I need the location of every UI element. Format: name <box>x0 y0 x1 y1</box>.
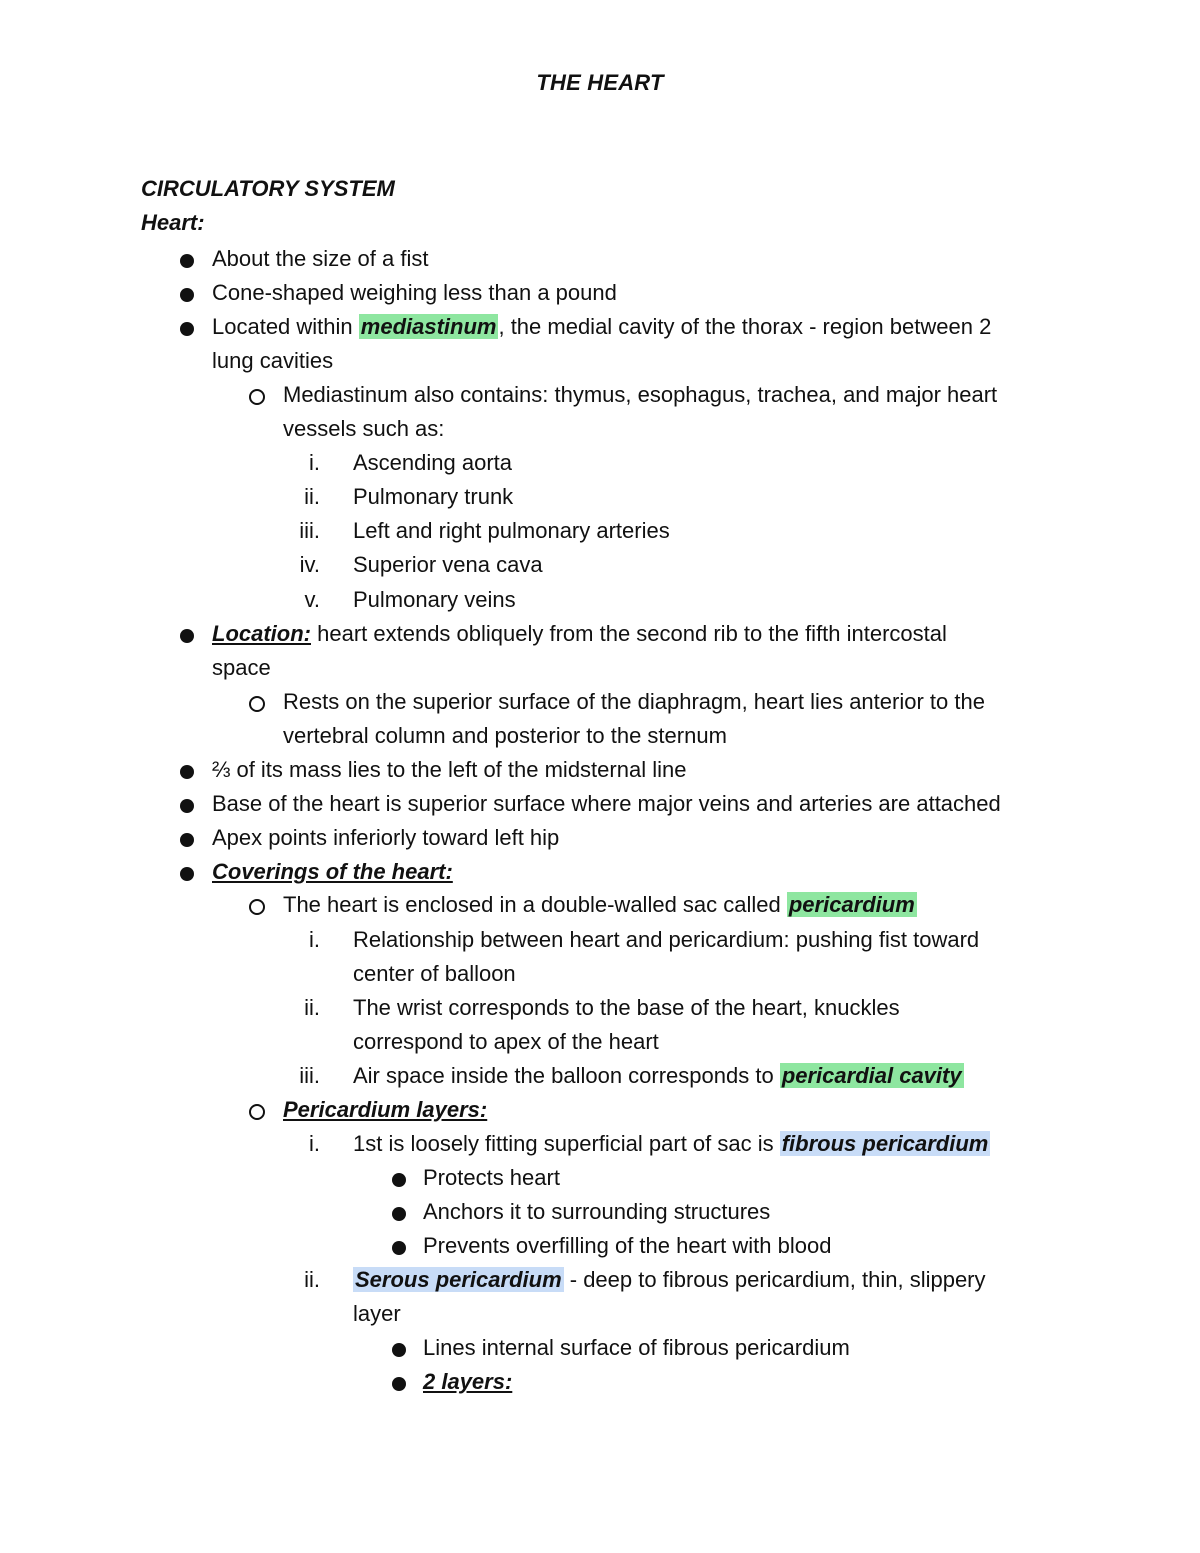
bullet-icon <box>180 867 194 881</box>
list-number: iii. <box>299 1063 320 1088</box>
list-number: i. <box>309 450 320 475</box>
list-item-continuation: center of balloon <box>353 961 516 986</box>
bullet-icon <box>180 254 194 268</box>
list-number: i. <box>309 927 320 952</box>
underlined-term: Pericardium layers: <box>283 1097 488 1122</box>
highlight-term: pericardial cavity <box>781 1063 962 1088</box>
list-item: Pulmonary trunk <box>353 484 514 509</box>
underlined-term: 2 layers: <box>423 1369 513 1394</box>
list-item <box>212 620 947 648</box>
list-number: ii. <box>304 1267 320 1292</box>
circle-bullet-icon <box>249 899 265 915</box>
list-number: iii. <box>299 518 320 543</box>
list-item: Pulmonary veins <box>353 587 516 612</box>
list-item: Apex points inferiorly toward left hip <box>212 825 560 850</box>
list-item <box>283 1096 487 1124</box>
list-item-continuation: lung cavities <box>212 348 334 373</box>
bullet-icon <box>180 765 194 779</box>
list-item <box>212 313 991 341</box>
list-item <box>423 1368 512 1396</box>
list-number: i. <box>309 1131 320 1156</box>
list-item-continuation: space <box>212 655 271 680</box>
list-item: Relationship between heart and pericardium: pushing fist toward <box>353 927 980 952</box>
list-item: The wrist corresponds to the base of the heart, knuckles <box>353 995 900 1020</box>
bullet-icon <box>180 629 194 643</box>
list-number: ii. <box>304 484 320 509</box>
underlined-term: Location: <box>212 621 311 646</box>
highlight-term: Serous pericardium <box>355 1267 562 1292</box>
list-item: Base of the heart is superior surface where major veins and arteries are attached <box>212 791 1001 816</box>
list-item: ⅔ of its mass lies to the left of the midsternal line <box>212 757 687 782</box>
text-run: - deep to fibrous pericardium, thin, slippery <box>563 1267 986 1292</box>
circle-bullet-icon <box>249 389 265 405</box>
list-item: Ascending aorta <box>353 450 512 475</box>
bullet-icon <box>392 1343 406 1357</box>
highlight-term: fibrous pericardium <box>781 1131 989 1156</box>
list-item-continuation: vertebral column and posterior to the sternum <box>283 723 727 748</box>
list-number: ii. <box>304 995 320 1020</box>
list-item: Lines internal surface of fibrous pericardium <box>423 1335 850 1360</box>
list-item <box>353 1266 986 1294</box>
list-item <box>283 891 917 919</box>
list-item <box>353 1130 990 1158</box>
text-run: Located within <box>212 314 359 339</box>
circle-bullet-icon <box>249 1104 265 1120</box>
section-heading: CIRCULATORY SYSTEM <box>141 176 395 201</box>
text-run: Air space inside the balloon corresponds to <box>353 1063 780 1088</box>
list-item-continuation: correspond to apex of the heart <box>353 1029 659 1054</box>
highlight-term: pericardium <box>788 892 915 917</box>
list-item: Mediastinum also contains: thymus, esophagus, trachea, and major heart <box>283 382 998 407</box>
list-item: Protects heart <box>423 1165 560 1190</box>
text-run: , the medial cavity of the thorax - region between 2 <box>498 314 992 339</box>
list-item-continuation: layer <box>353 1301 401 1326</box>
list-item: Prevents overfilling of the heart with blood <box>423 1233 832 1258</box>
subheading: Heart: <box>141 210 205 235</box>
list-number: v. <box>304 587 320 612</box>
list-item-continuation: vessels such as: <box>283 416 445 441</box>
underlined-term: Coverings of the heart: <box>212 859 453 884</box>
bullet-icon <box>392 1173 406 1187</box>
text-run: The heart is enclosed in a double-walled sac called <box>283 892 787 917</box>
list-item: Superior vena cava <box>353 552 543 577</box>
bullet-icon <box>180 833 194 847</box>
bullet-icon <box>180 799 194 813</box>
circle-bullet-icon <box>249 696 265 712</box>
bullet-icon <box>180 322 194 336</box>
bullet-icon <box>392 1241 406 1255</box>
page-title: THE HEART <box>536 70 664 95</box>
list-item: Anchors it to surrounding structures <box>423 1199 771 1224</box>
list-item: About the size of a fist <box>212 246 429 271</box>
bullet-icon <box>180 288 194 302</box>
text-run: 1st is loosely fitting superficial part of sac is <box>353 1131 780 1156</box>
list-item: Left and right pulmonary arteries <box>353 518 670 543</box>
bullet-icon <box>392 1377 406 1391</box>
list-item <box>212 858 453 886</box>
text-run: heart extends obliquely from the second rib to the fifth intercostal <box>311 621 947 646</box>
list-item <box>353 1062 964 1090</box>
highlight-term: mediastinum <box>360 314 497 339</box>
list-number: iv. <box>299 552 320 577</box>
list-item: Cone-shaped weighing less than a pound <box>212 280 617 305</box>
bullet-icon <box>392 1207 406 1221</box>
list-item: Rests on the superior surface of the diaphragm, heart lies anterior to the <box>283 689 985 714</box>
